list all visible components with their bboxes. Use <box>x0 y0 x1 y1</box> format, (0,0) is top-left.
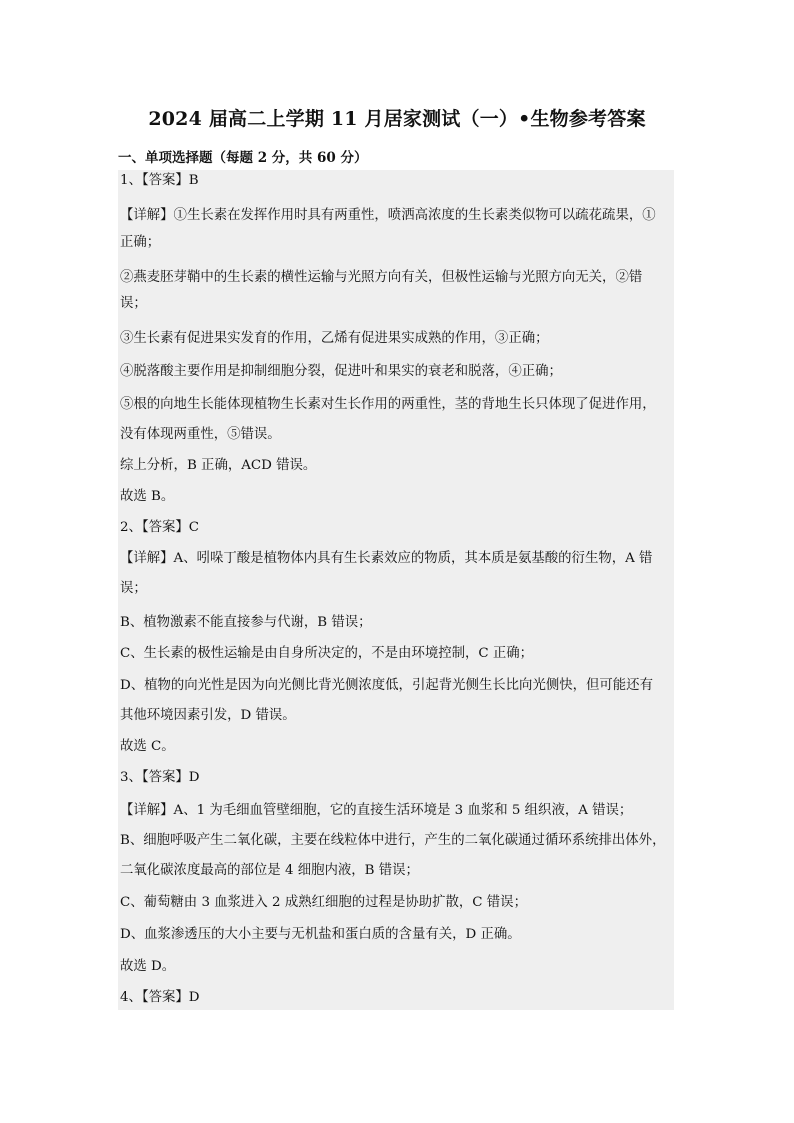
answer-line: 1、【答案】B <box>120 173 199 188</box>
answer-line: 【详解】A、1 为毛细血管壁细胞，它的直接生活环境是 3 血浆和 5 组织液，A 错误； <box>120 803 633 818</box>
answer-line: ②燕麦胚芽鞘中的生长素的横性运输与光照方向有关，但极性运输与光照方向无关，②错 <box>120 270 643 285</box>
answer-line: 故选 B。 <box>120 489 175 504</box>
answer-line: 正确； <box>120 235 161 250</box>
answer-line: D、血浆渗透压的大小主要与无机盐和蛋白质的含量有关，D 正确。 <box>120 927 521 942</box>
section-heading: 一、单项选择题（每题 2 分，共 60 分） <box>118 150 368 166</box>
answer-line: 【详解】A、吲哚丁酸是植物体内具有生长素效应的物质，其本质是氨基酸的衍生物，A 错 <box>120 551 653 566</box>
answer-line: C、生长素的极性运输是由自身所决定的，不是由环境控制，C 正确； <box>120 646 534 661</box>
answer-line: 2、【答案】C <box>120 520 200 535</box>
answer-line: 误； <box>120 581 147 596</box>
answer-line: 3、【答案】D <box>120 770 200 785</box>
answer-line: 没有体现两重性，⑤错误。 <box>120 427 281 442</box>
answer-line: 综上分析，B 正确，ACD 错误。 <box>120 458 317 473</box>
answer-line: C、葡萄糖由 3 血浆进入 2 成熟红细胞的过程是协助扩散，C 错误； <box>120 895 527 910</box>
answer-line: 4、【答案】D <box>120 990 200 1005</box>
answer-line: 其他环境因素引发，D 错误。 <box>120 708 296 723</box>
answer-line: ③生长素有促进果实发育的作用，乙烯有促进果实成熟的作用，③正确； <box>120 331 549 346</box>
answer-line: B、细胞呼吸产生二氧化碳，主要在线粒体中进行，产生的二氧化碳通过循环系统排出体外， <box>120 833 666 848</box>
answer-line: 故选 C。 <box>120 739 175 754</box>
answer-line: 【详解】①生长素在发挥作用时具有两重性，喷洒高浓度的生长素类似物可以疏花疏果，① <box>120 208 656 223</box>
answer-block <box>118 170 674 1010</box>
document-title: 2024 届高二上学期 11 月居家测试（一）•生物参考答案 <box>148 108 646 130</box>
answer-line: 二氧化碳浓度最高的部位是 4 细胞内液，B 错误； <box>120 863 419 878</box>
answer-line: 故选 D。 <box>120 959 176 974</box>
answer-line: ④脱落酸主要作用是抑制细胞分裂，促进叶和果实的衰老和脱落，④正确； <box>120 364 562 379</box>
answer-line: B、植物激素不能直接参与代谢，B 错误； <box>120 615 372 630</box>
answer-line: D、植物的向光性是因为向光侧比背光侧浓度低，引起背光侧生长比向光侧快，但可能还有 <box>120 678 653 693</box>
answer-line: ⑤根的向地生长能体现植物生长素对生长作用的两重性，茎的背地生长只体现了促进作用， <box>120 397 656 412</box>
answer-line: 误； <box>120 296 147 311</box>
